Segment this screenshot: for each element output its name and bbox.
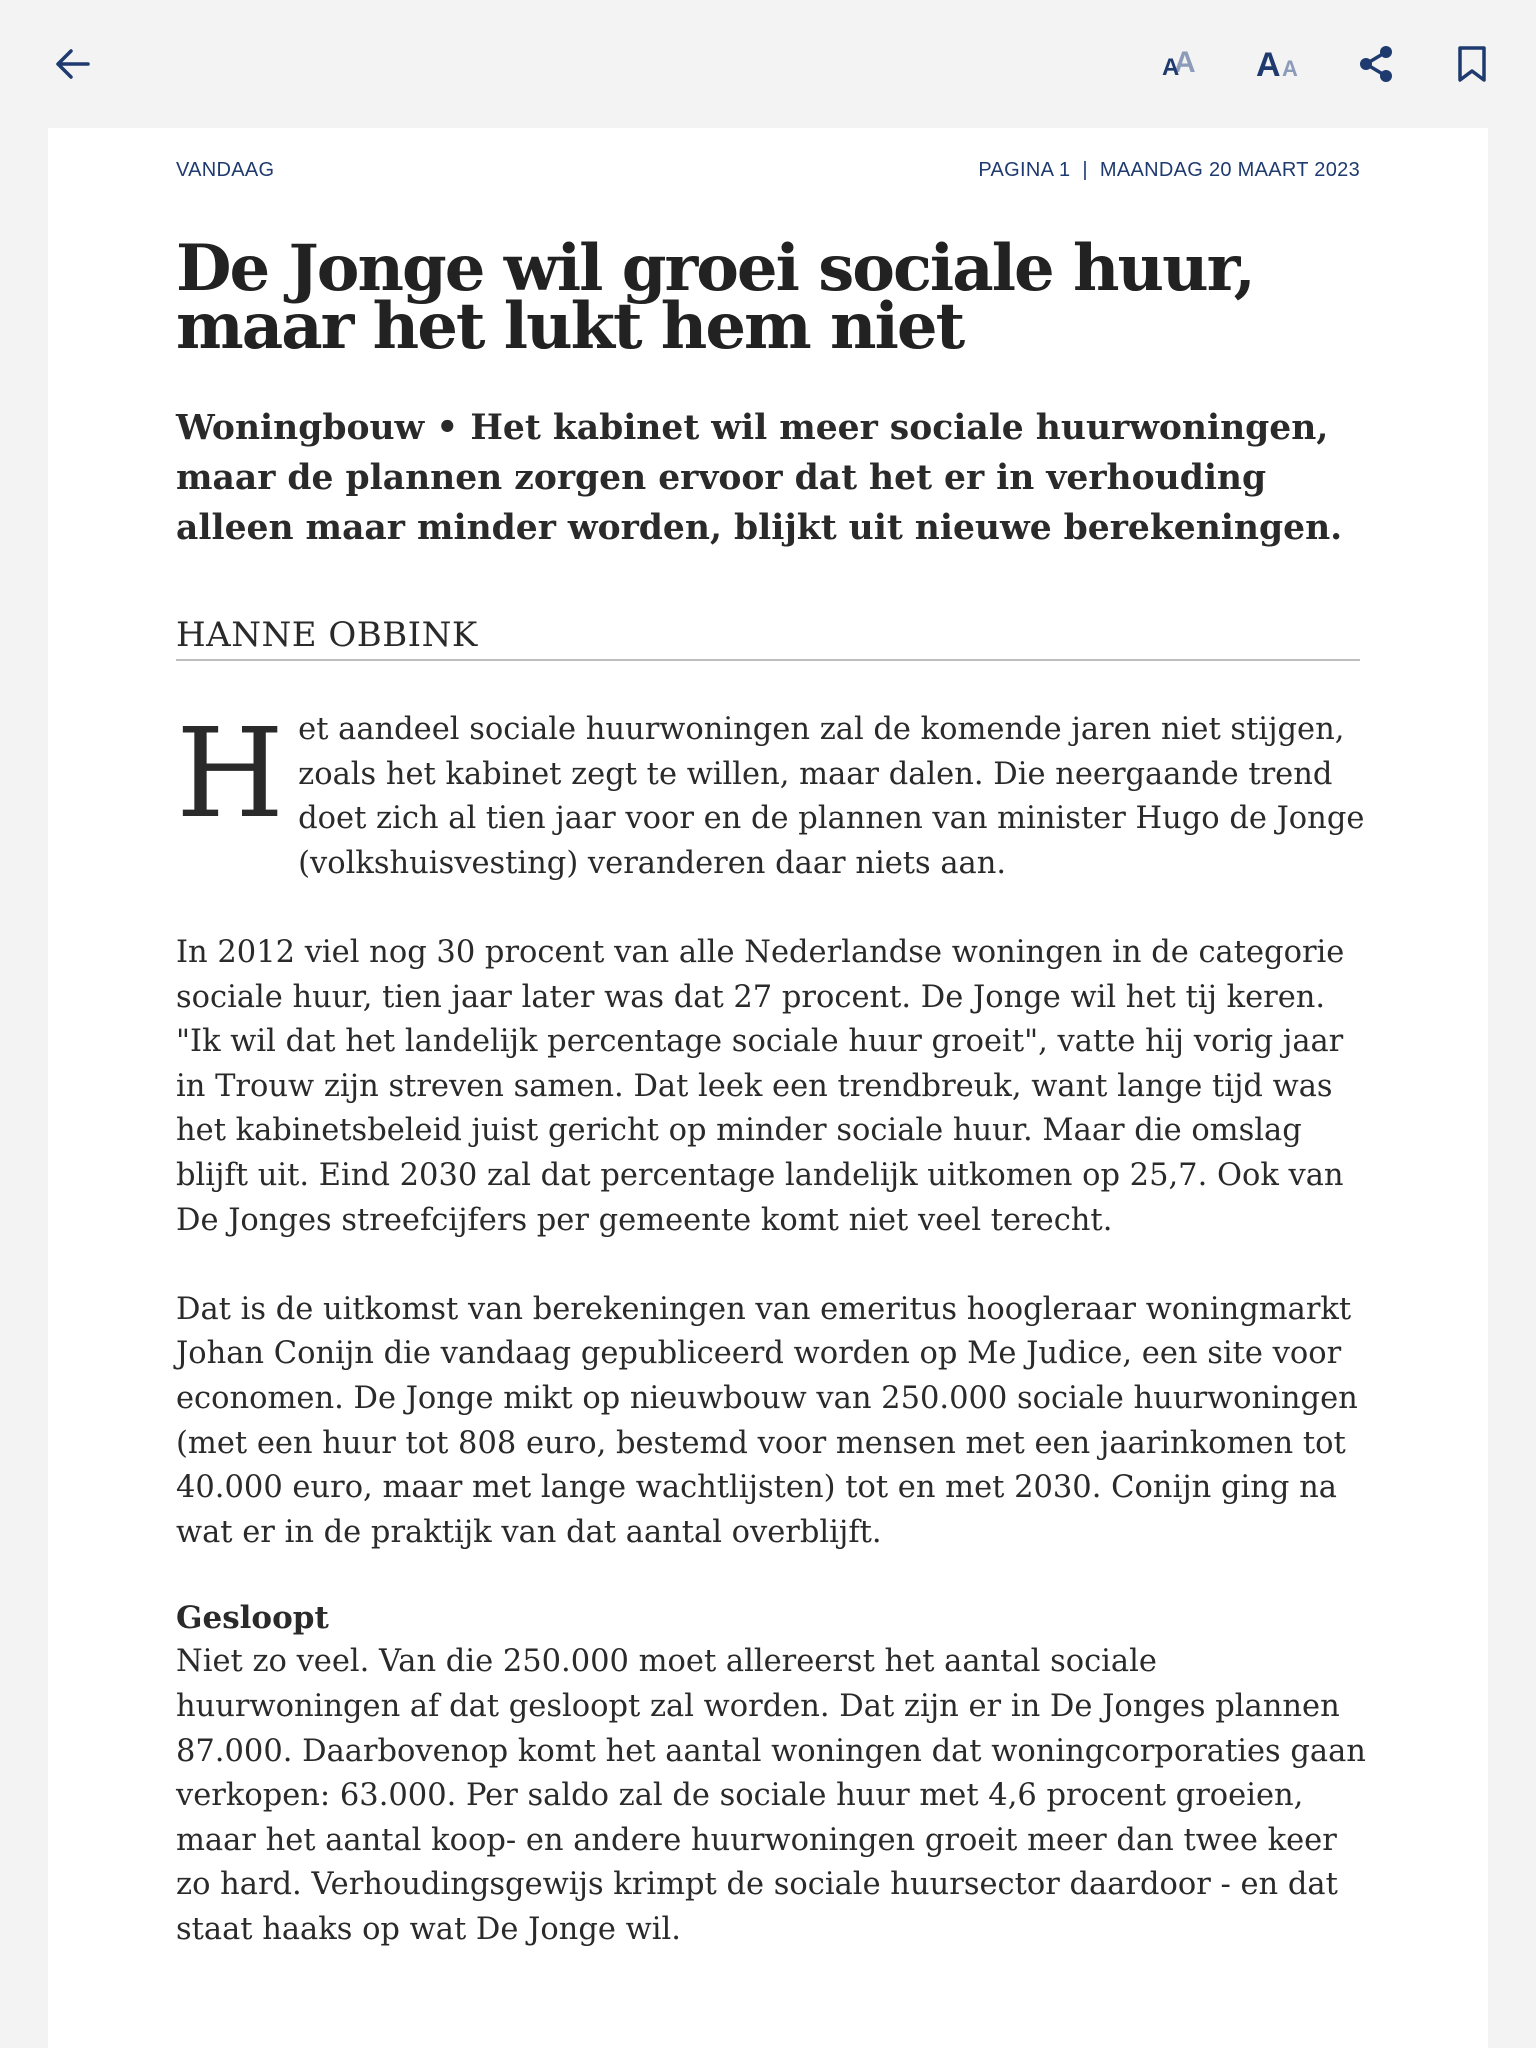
text-size-increase-icon: A A (1256, 46, 1298, 84)
meta-separator: | (1082, 159, 1088, 181)
font-size-increase-button[interactable] (1248, 32, 1312, 96)
font-size-decrease-button[interactable] (1152, 32, 1216, 96)
article-headline: De Jonge wil groei sociale huur, maar het lukt hem niet (176, 231, 1254, 364)
drop-cap: H (176, 702, 285, 846)
publication-date: MAANDAG 20 MAART 2023 (1099, 159, 1360, 181)
bookmark-button[interactable] (1440, 32, 1504, 96)
section-label: VANDAAG (176, 159, 275, 181)
arrow-left-icon (54, 48, 90, 80)
bookmark-icon (1457, 45, 1487, 83)
app-toolbar (0, 0, 1536, 128)
share-icon (1357, 44, 1395, 84)
intertitle: Gesloopt (176, 1599, 329, 1636)
share-button[interactable] (1344, 32, 1408, 96)
paragraph-text: et aandeel sociale huurwoningen zal de komende jaren niet stijgen, zoals het kabinet zegt te willen, maar dalen. Die neergaande trend doet zich al tien jaar voor en de plannen van minister Hugo de Jonge (volkshuisvesting) veranderen daar niets aan. (298, 712, 1365, 881)
paragraph: Dat is de uitkomst van berekeningen van emeritus hoogleraar woningmarkt Johan Conijn die vandaag gepubliceerd worden op Me Judice, een site voor economen. De Jonge mikt op nieuwbouw van 250.000 sociale huurwoningen (met een huur tot 808 euro, bestemd voor mensen met een jaarinkomen tot 40.000 euro, maar met lange wachtlijsten) tot en met 2030. Conijn ging na wat er in de praktijk van dat aantal overblijft. (176, 1291, 1358, 1550)
page-date-info (978, 159, 1360, 182)
paragraph: Niet zo veel. Van die 250.000 moet allereerst het aantal sociale huurwoningen af dat gesloopt zal worden. Dat zijn er in De Jonges plannen 87.000. Daarbovenop komt het aantal woningen dat woningcorporaties gaan verkopen: 63.000. Per saldo zal de sociale huur met 4,6 procent groeien, maar het aantal koop- en andere huurwoningen groeit meer dan twee keer zo hard. Verhoudingsgewijs krimpt de sociale huursector daardoor - en dat staat haaks op wat De Jonge wil. (176, 1644, 1366, 1948)
article-body (176, 702, 1366, 1997)
text-size-decrease-icon: A A (1162, 46, 1196, 81)
paragraph (176, 702, 1366, 886)
article-page (48, 128, 1488, 2048)
article-byline: HANNE OBBINK (176, 618, 1360, 661)
article-subhead: Woningbouw • Het kabinet wil meer sociale huurwoningen, maar de plannen zorgen ervoor dat het er in verhouding alleen maar minder worden, blijkt uit nieuwe berekeningen. (176, 408, 1343, 548)
back-button[interactable] (40, 32, 104, 96)
page-number: PAGINA 1 (978, 159, 1071, 181)
paragraph: In 2012 viel nog 30 procent van alle Nederlandse woningen in de categorie sociale huur, tien jaar later was dat 27 procent. De Jonge wil het tij keren. "Ik wil dat het landelijk percentage sociale huur groeit", vatte hij vorig jaar in Trouw zijn streven samen. Dat leek een trendbreuk, want lange tijd was het kabinetsbeleid juist gericht op minder sociale huur. Maar die omslag blijft uit. Eind 2030 zal dat percentage landelijk uitkomen op 25,7. Ook van De Jonges streefcijfers per gemeente komt niet veel terecht. (176, 934, 1345, 1238)
